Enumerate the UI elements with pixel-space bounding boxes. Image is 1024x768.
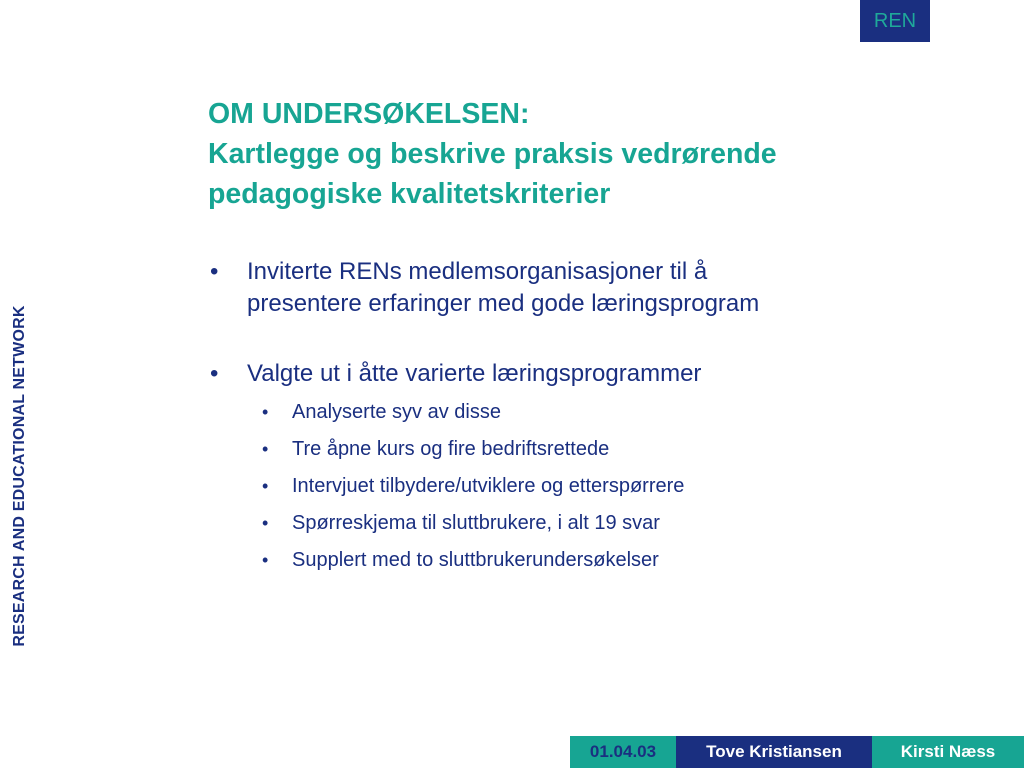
sub-bullet-item [210,394,990,431]
bullet-list [210,256,990,579]
sub-bullet-item [210,505,990,542]
title-heading: OM UNDERSØKELSEN: [208,98,530,130]
footer-author-2: Kirsti Næss [872,736,1024,768]
sub-bullet-item [210,542,990,579]
footer-author-1: Tove Kristiansen [676,736,872,768]
bullet-dot-icon: • [262,513,269,533]
org-name-vertical: RESEARCH AND EDUCATIONAL NETWORK [11,305,28,647]
bullet-dot-icon: • [262,550,269,570]
bullet-dot-icon: • [262,476,269,496]
footer-date: 01.04.03 [570,736,676,768]
bullet-dot-icon: • [262,402,269,422]
sub-bullet-item [210,431,990,468]
title-subheading-line1: Kartlegge og beskrive praksis vedrørende [208,138,777,170]
sub-bullet-text: Analyserte syv av disse [292,401,501,423]
bullet-dot-icon: • [210,360,219,387]
footer-bar [570,736,1024,768]
ren-logo-text: REN [873,9,917,32]
bullet-text-line1: Inviterte RENs medlemsorganisasjoner til å [247,258,708,285]
title-subheading-line2: pedagogiske kvalitetskriterier [208,178,611,210]
bullet-item [210,358,990,390]
ren-logo [860,0,930,42]
sub-bullet-text: Intervjuet tilbydere/utviklere og etterspørrere [292,475,685,497]
slide-title [208,94,998,214]
sidebar [0,0,40,720]
bullet-dot-icon: • [262,439,269,459]
sub-bullet-text: Supplert med to sluttbrukerundersøkelser [292,549,659,571]
sub-bullet-item [210,468,990,505]
bullet-text: Valgte ut i åtte varierte læringsprogrammer [247,360,702,387]
bullet-item [210,256,990,320]
sub-bullet-text: Tre åpne kurs og fire bedriftsrettede [292,438,610,460]
bullet-text-line2: presentere erfaringer med gode læringsprogram [247,290,760,317]
bullet-dot-icon: • [210,258,219,285]
sub-bullet-text: Spørreskjema til sluttbrukere, i alt 19 svar [292,512,660,534]
